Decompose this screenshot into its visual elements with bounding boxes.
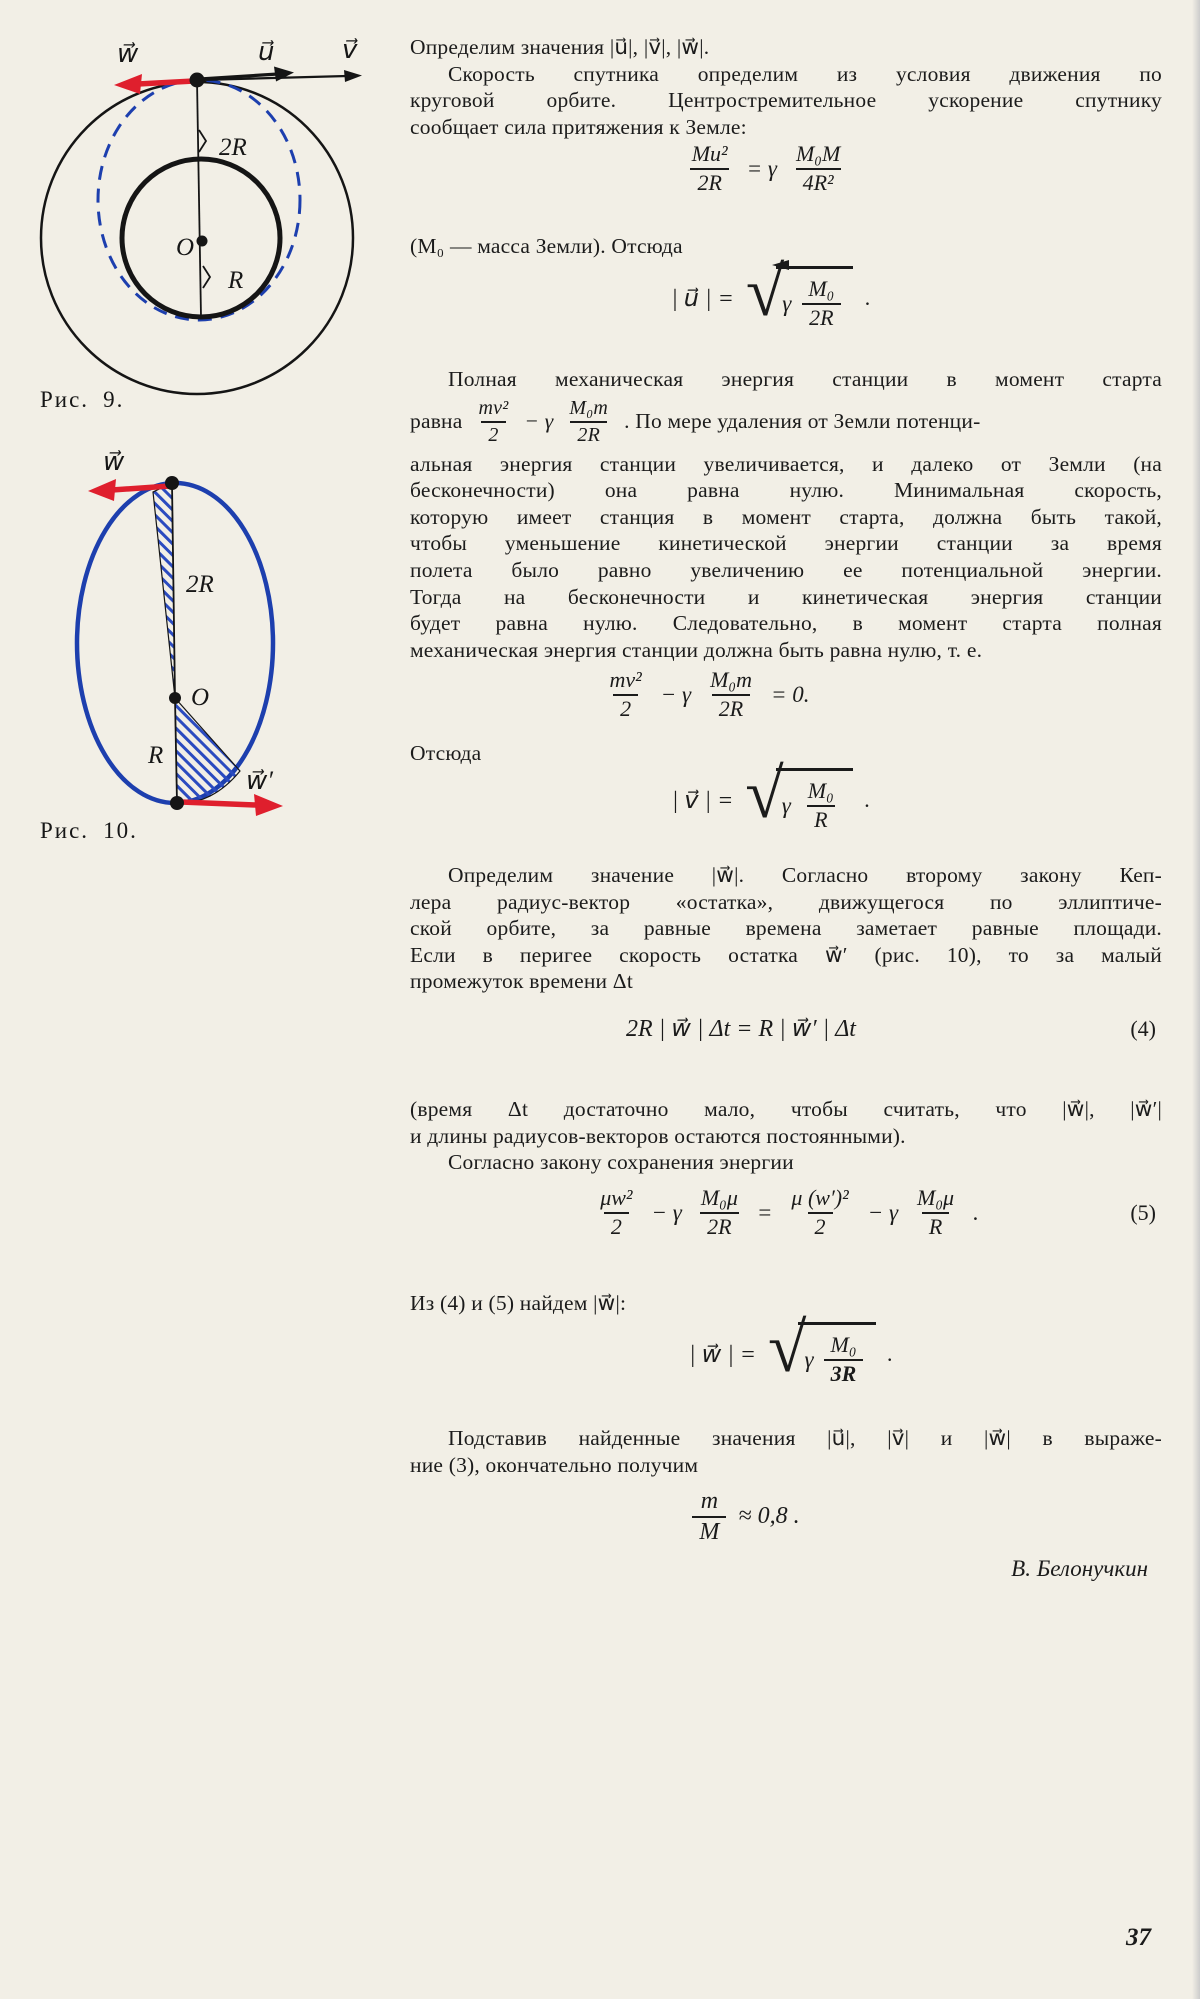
label-v: v⃗ xyxy=(342,35,358,64)
text-line: круговой орбите. Центростремительное ускорение спутнику xyxy=(410,88,1162,113)
equation-u: | u⃗ | = √ γ $\frac{\text{M₀}}{2R}$ . xyxy=(671,253,871,331)
text-line: будет равна нулю. Следовательно, в момент старта полная xyxy=(410,611,1162,636)
text-line-with-fractions: равна $\frac{\text{mv²}}{2}$ − γ $\frac{\text{M₀m}}{2R}$ . По мере удаления от Земли потенци- xyxy=(410,397,981,446)
radicand: γ $\frac{\text{M₀}}{R}$ xyxy=(776,768,853,832)
v-magnitude: | v⃗ | = xyxy=(671,787,734,814)
figure-10-caption xyxy=(40,818,138,844)
perigee-dot xyxy=(170,796,184,810)
text-line: Отсюда xyxy=(410,741,482,765)
fraction: $\frac{\text{Mu²}}{2R}$ xyxy=(691,141,728,195)
text-line: Из (4) и (5) найдем |w⃗|: xyxy=(410,1291,627,1315)
text-line: и длины радиусов-векторов остаются постоянными). xyxy=(410,1123,906,1148)
paragraph-4 xyxy=(410,740,1162,767)
vector-u-arrowhead xyxy=(274,67,294,82)
caption-number: 10. xyxy=(103,818,138,843)
text-line: Если в перигее скорость остатка w⃗′ (рис. 10), то за малый xyxy=(410,942,1162,967)
label-w: w⃗ xyxy=(117,39,139,68)
text-line: альная энергия станции увеличивается, и далеко от Земли (на xyxy=(410,451,1162,476)
text-line: Подставив найденные значения |u⃗|, |v⃗| и |w⃗| в выраже- xyxy=(448,1426,1162,1450)
label-2r: 2R xyxy=(219,134,247,161)
fraction: $\frac{\text{μw²}}{2}$ xyxy=(600,1185,633,1239)
equation-result xyxy=(370,1488,1122,1546)
radicand: γ $\frac{\text{M₀}}{3R}$ xyxy=(798,1322,875,1386)
text-line: ской орбите, за равные времена заметает равные площади. xyxy=(410,916,1162,941)
label-2r: 2R xyxy=(186,571,214,598)
text-line: (M₀ — масса Земли). Отсюда xyxy=(410,234,683,258)
paragraph-5 xyxy=(410,862,1162,995)
radical-sign: √ xyxy=(745,253,785,331)
figure-9 xyxy=(20,22,380,404)
text-line: Полная механическая энергия станции в момент старта xyxy=(448,367,1162,391)
equation-4-kepler xyxy=(410,1014,1162,1043)
text-line: Тогда на бесконечности и кинетическая энергия станции xyxy=(410,584,1162,609)
brace-2r xyxy=(199,130,206,152)
radicand: γ $\frac{\text{M₀}}{2R}$ xyxy=(776,266,853,330)
radical-sign: √ xyxy=(768,1309,807,1387)
caption-number: 9. xyxy=(103,387,125,412)
text-line: механическая энергия станции должна быть равна нулю, т. е. xyxy=(410,637,983,662)
equation-energy-zero: $\frac{\text{mv²}}{2}$ − γ $\frac{\text{M₀m}}{2R}$ = 0. xyxy=(330,668,1082,721)
equation-centripetal xyxy=(390,142,1142,195)
fraction: $\frac{\text{M₀m}}{2R}$ xyxy=(710,667,752,721)
text-line: бесконечности) она равна нулю. Минимальная скорость, xyxy=(410,478,1162,503)
fraction: $\frac{m}{M}$ xyxy=(692,1488,726,1546)
equals-gamma: = γ xyxy=(746,155,777,181)
label-r: R xyxy=(228,267,244,294)
vector-v-arrowhead xyxy=(344,70,362,82)
focus-dot xyxy=(169,692,181,704)
text-line: ние (3), окончательно получим xyxy=(410,1452,699,1477)
label-wprime: w⃗′ xyxy=(246,766,273,795)
equation-number: (5) xyxy=(1130,1199,1156,1225)
equation-v: | v⃗ | = √ γ $\frac{\text{M₀}}{R}$ . xyxy=(671,755,871,833)
paragraph-8 xyxy=(410,1425,1162,1478)
brace-r xyxy=(203,266,210,288)
text-line: (время Δt достаточно мало, чтобы считать, что |w⃗|, |w⃗′| xyxy=(410,1097,1162,1121)
text-line: Определим значение |w⃗|. Согласно второму закону Кеп- xyxy=(448,863,1162,887)
text-line: Определим значения |u⃗|, |v⃗|, |w⃗|. xyxy=(410,35,710,59)
label-o: O xyxy=(191,684,210,711)
fraction: $\frac{\text{M₀}}{R}$ xyxy=(807,778,834,832)
fraction: $\frac{\text{M₀m}}{2R}$ xyxy=(569,397,609,446)
u-magnitude: | u⃗ | = xyxy=(671,285,734,312)
text-line: сообщает сила притяжения к Земле: xyxy=(410,114,747,139)
caption-label: Рис. xyxy=(40,818,90,843)
fraction: $\frac{\text{M₀μ}}{R}$ xyxy=(917,1185,955,1239)
vector-w-arrowhead xyxy=(114,74,142,94)
radical-sign: √ xyxy=(745,755,784,833)
paragraph-3 xyxy=(410,366,1162,663)
equation-body: 2R | w⃗ | Δt = R | w⃗′ | Δt xyxy=(626,1016,856,1042)
vector-wprime-arrow xyxy=(181,802,256,805)
paragraph-2 xyxy=(410,233,1162,260)
radius-line xyxy=(197,80,201,317)
text-line: чтобы уменьшение кинетической энергии станции за время xyxy=(410,531,1162,556)
page-number: 37 xyxy=(1126,1924,1151,1951)
text-line: которую имеет станция в момент старта, должна быть такой, xyxy=(410,504,1162,529)
fraction: $\frac{\text{mv²}}{2}$ xyxy=(478,397,509,446)
vector-wprime-arrowhead xyxy=(254,794,283,816)
swept-area-bottom xyxy=(175,698,240,803)
satellite-dot xyxy=(190,73,205,88)
text-line: Скорость спутника определим из условия движения по xyxy=(448,61,1162,86)
paragraph-1 xyxy=(410,34,1162,140)
apogee-dot xyxy=(165,476,179,490)
text-line: промежуток времени Δt xyxy=(410,969,634,994)
equation-number: (4) xyxy=(1130,1015,1156,1041)
fraction: $\frac{\text{mv²}}{2}$ xyxy=(609,667,642,721)
center-dot xyxy=(197,236,208,247)
page-edge-shadow xyxy=(1192,0,1200,1999)
equation-w: | w⃗ | = √ γ $\frac{\text{M₀}}{3R}$ . xyxy=(688,1309,893,1387)
vector-w-arrow xyxy=(138,81,194,84)
label-w: w⃗ xyxy=(103,447,125,476)
figure-10 xyxy=(20,430,350,822)
label-o: O xyxy=(176,234,195,261)
fraction: $\frac{\text{M₀M}}{\text{4R²}}$ xyxy=(795,141,841,195)
text-line: полета было равно увеличению ее потенциальной энергии. xyxy=(410,557,1162,582)
label-r: R xyxy=(148,742,164,769)
paragraph-6 xyxy=(410,1096,1162,1176)
w-magnitude: | w⃗ | = xyxy=(688,1341,757,1368)
fraction: $\frac{\text{M₀}}{2R}$ xyxy=(801,277,841,330)
equation-5-energy: $\frac{\text{μw²}}{2}$ − γ $\frac{\text{M₀μ}}{2R}$ = $\frac{\text{μ (w′)²}}{2}$ − γ $\frac{\text{M₀μ}}{R}$ . (5) xyxy=(410,1186,1162,1239)
fraction: $\frac{\text{μ (w′)²}}{2}$ xyxy=(791,1185,849,1239)
caption-label: Рис. xyxy=(40,387,90,412)
author-signature: В. Белонучкин xyxy=(1011,1556,1148,1581)
figure-9-caption xyxy=(40,387,124,413)
label-u: u⃗ xyxy=(258,37,275,66)
text-line: лера радиус-вектор «остатка», движущегося по эллиптиче- xyxy=(410,889,1162,914)
fraction: $\frac{\text{M₀μ}}{2R}$ xyxy=(700,1185,738,1239)
text-line: Согласно закону сохранения энергии xyxy=(448,1150,794,1175)
result-value: ≈ 0,8 . xyxy=(738,1503,800,1530)
vector-w-arrowhead xyxy=(88,479,116,501)
fraction: $\frac{\text{M₀}}{3R}$ xyxy=(824,1333,864,1386)
